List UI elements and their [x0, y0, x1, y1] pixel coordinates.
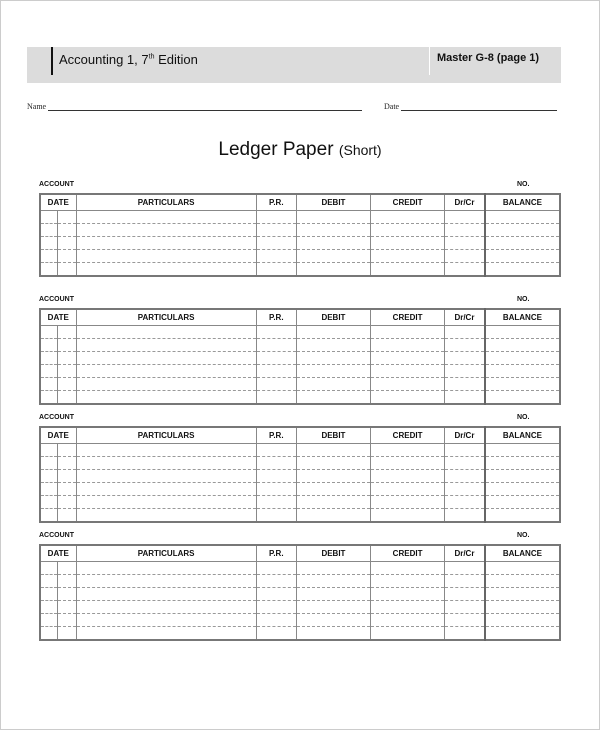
column-header: CREDIT	[371, 427, 445, 444]
table-cell[interactable]	[445, 444, 485, 457]
table-cell[interactable]	[371, 614, 445, 627]
column-header: BALANCE	[485, 309, 560, 326]
table-cell[interactable]	[296, 263, 370, 277]
table-row	[40, 378, 560, 391]
column-header: DATE	[40, 194, 76, 211]
table-cell[interactable]	[76, 470, 256, 483]
table-cell[interactable]	[40, 444, 58, 457]
table-cell[interactable]	[256, 614, 296, 627]
column-header: DEBIT	[296, 427, 370, 444]
column-header: BALANCE	[485, 545, 560, 562]
table-cell[interactable]	[485, 326, 560, 339]
table-cell[interactable]	[445, 263, 485, 277]
table-cell[interactable]	[76, 224, 256, 237]
table-cell[interactable]	[76, 457, 256, 470]
table-cell[interactable]	[445, 588, 485, 601]
table-cell[interactable]	[371, 326, 445, 339]
table-cell[interactable]	[445, 237, 485, 250]
table-cell[interactable]	[445, 391, 485, 405]
ledger-labels	[39, 296, 561, 308]
table-row	[40, 509, 560, 523]
divider	[429, 47, 430, 75]
table-cell[interactable]	[40, 483, 58, 496]
table-cell[interactable]	[296, 496, 370, 509]
table-cell[interactable]	[40, 237, 58, 250]
ledger-table-2	[39, 296, 561, 405]
table-row	[40, 250, 560, 263]
table-cell[interactable]	[40, 601, 58, 614]
table-cell[interactable]	[256, 457, 296, 470]
table-cell[interactable]	[40, 224, 58, 237]
table-cell[interactable]	[76, 339, 256, 352]
table-cell[interactable]	[40, 562, 58, 575]
table-cell[interactable]	[40, 496, 58, 509]
table-cell[interactable]	[40, 378, 58, 391]
table-cell[interactable]	[485, 457, 560, 470]
table-cell[interactable]	[485, 224, 560, 237]
table-cell[interactable]	[76, 352, 256, 365]
table-cell[interactable]	[256, 627, 296, 641]
table-cell[interactable]	[58, 352, 77, 365]
table-cell[interactable]	[256, 470, 296, 483]
master-label: Master G-8 (page 1)	[437, 52, 540, 64]
table-cell[interactable]	[485, 627, 560, 641]
table-cell[interactable]	[371, 470, 445, 483]
table-cell[interactable]	[371, 378, 445, 391]
table-cell[interactable]	[445, 509, 485, 523]
table-cell[interactable]	[76, 250, 256, 263]
column-header: Dr/Cr	[445, 427, 485, 444]
table-row	[40, 614, 560, 627]
table-cell[interactable]	[445, 496, 485, 509]
table-row	[40, 457, 560, 470]
table-cell[interactable]	[58, 237, 77, 250]
table-cell[interactable]	[76, 509, 256, 523]
table-cell[interactable]	[485, 211, 560, 224]
table-cell[interactable]	[40, 339, 58, 352]
header-row	[40, 427, 560, 444]
table-row	[40, 326, 560, 339]
column-header: Dr/Cr	[445, 309, 485, 326]
table-cell[interactable]	[76, 575, 256, 588]
table-cell[interactable]	[58, 250, 77, 263]
table-cell[interactable]	[296, 457, 370, 470]
column-header: P.R.	[256, 545, 296, 562]
course-title	[59, 52, 198, 67]
table-cell[interactable]	[485, 496, 560, 509]
table-cell[interactable]	[296, 391, 370, 405]
table-cell[interactable]	[445, 211, 485, 224]
table-cell[interactable]	[256, 483, 296, 496]
header-row	[40, 194, 560, 211]
table-cell[interactable]	[256, 588, 296, 601]
table-cell[interactable]	[76, 627, 256, 641]
no-label: NO.	[517, 532, 530, 539]
table-cell[interactable]	[296, 224, 370, 237]
table-cell[interactable]	[485, 378, 560, 391]
table-cell[interactable]	[256, 224, 296, 237]
table-row	[40, 224, 560, 237]
ledger-table-1	[39, 181, 561, 277]
table-cell[interactable]	[40, 352, 58, 365]
no-label: NO.	[517, 181, 530, 188]
table-cell[interactable]	[58, 365, 77, 378]
table-cell[interactable]	[371, 575, 445, 588]
table-cell[interactable]	[445, 250, 485, 263]
table-cell[interactable]	[40, 588, 58, 601]
table-cell[interactable]	[371, 211, 445, 224]
table-cell[interactable]	[445, 575, 485, 588]
date-label: Date	[384, 102, 400, 111]
table-cell[interactable]	[296, 250, 370, 263]
table-cell[interactable]	[256, 237, 296, 250]
table-cell[interactable]	[58, 444, 77, 457]
ledger-table-3	[39, 414, 561, 523]
table-cell[interactable]	[485, 509, 560, 523]
column-header: P.R.	[256, 427, 296, 444]
table-cell[interactable]	[40, 263, 58, 277]
table-cell[interactable]	[371, 562, 445, 575]
column-header: Dr/Cr	[445, 545, 485, 562]
table-cell[interactable]	[296, 352, 370, 365]
ledger-grid	[39, 308, 561, 405]
table-row	[40, 237, 560, 250]
table-cell[interactable]	[296, 339, 370, 352]
table-cell[interactable]	[40, 575, 58, 588]
table-row	[40, 562, 560, 575]
page-subtitle: (Short)	[338, 142, 382, 158]
table-cell[interactable]	[58, 601, 77, 614]
table-cell[interactable]	[58, 470, 77, 483]
table-cell[interactable]	[296, 483, 370, 496]
table-cell[interactable]	[76, 562, 256, 575]
table-cell[interactable]	[58, 263, 77, 277]
table-cell[interactable]	[256, 339, 296, 352]
table-cell[interactable]	[76, 326, 256, 339]
name-line[interactable]	[48, 103, 362, 111]
table-cell[interactable]	[256, 444, 296, 457]
table-cell[interactable]	[76, 237, 256, 250]
table-cell[interactable]	[485, 588, 560, 601]
ledger-grid	[39, 544, 561, 641]
ledger-labels	[39, 532, 561, 544]
header-banner	[27, 47, 561, 83]
table-cell[interactable]	[485, 365, 560, 378]
table-cell[interactable]	[296, 365, 370, 378]
table-cell[interactable]	[58, 509, 77, 523]
column-header: DATE	[40, 427, 76, 444]
table-cell[interactable]	[256, 601, 296, 614]
column-header: PARTICULARS	[76, 194, 256, 211]
table-cell[interactable]	[485, 601, 560, 614]
table-cell[interactable]	[58, 457, 77, 470]
table-row	[40, 588, 560, 601]
date-field[interactable]	[384, 102, 557, 111]
table-row	[40, 627, 560, 641]
account-label: ACCOUNT	[39, 296, 74, 303]
table-cell[interactable]	[58, 614, 77, 627]
table-cell[interactable]	[371, 496, 445, 509]
account-label: ACCOUNT	[39, 181, 74, 188]
table-cell[interactable]	[485, 614, 560, 627]
table-cell[interactable]	[40, 457, 58, 470]
column-header: CREDIT	[371, 545, 445, 562]
name-field[interactable]	[27, 102, 362, 111]
table-cell[interactable]	[256, 326, 296, 339]
table-cell[interactable]	[371, 588, 445, 601]
table-cell[interactable]	[485, 562, 560, 575]
table-cell[interactable]	[76, 614, 256, 627]
column-header: CREDIT	[371, 194, 445, 211]
table-cell[interactable]	[445, 365, 485, 378]
column-header: CREDIT	[371, 309, 445, 326]
table-cell[interactable]	[256, 575, 296, 588]
page-title-text: Ledger Paper	[218, 139, 334, 160]
account-label: ACCOUNT	[39, 414, 74, 421]
table-cell[interactable]	[296, 601, 370, 614]
column-header: Dr/Cr	[445, 194, 485, 211]
table-cell[interactable]	[58, 224, 77, 237]
table-row	[40, 444, 560, 457]
table-cell[interactable]	[256, 352, 296, 365]
table-row	[40, 601, 560, 614]
table-cell[interactable]	[485, 391, 560, 405]
table-row	[40, 483, 560, 496]
table-cell[interactable]	[256, 562, 296, 575]
table-cell[interactable]	[371, 339, 445, 352]
table-cell[interactable]	[256, 391, 296, 405]
column-header: DEBIT	[296, 545, 370, 562]
table-cell[interactable]	[256, 263, 296, 277]
divider	[51, 47, 53, 75]
title-sup: th	[148, 53, 155, 61]
table-cell[interactable]	[40, 509, 58, 523]
table-cell[interactable]	[58, 339, 77, 352]
table-cell[interactable]	[296, 562, 370, 575]
ledger-labels	[39, 414, 561, 426]
table-cell[interactable]	[485, 237, 560, 250]
table-cell[interactable]	[256, 211, 296, 224]
table-cell[interactable]	[296, 378, 370, 391]
ledger-labels	[39, 181, 561, 193]
table-cell[interactable]	[256, 365, 296, 378]
table-cell[interactable]	[76, 391, 256, 405]
column-header: P.R.	[256, 309, 296, 326]
table-cell[interactable]	[296, 575, 370, 588]
table-cell[interactable]	[371, 444, 445, 457]
column-header: PARTICULARS	[76, 309, 256, 326]
ledger-grid	[39, 426, 561, 523]
column-header: PARTICULARS	[76, 427, 256, 444]
table-cell[interactable]	[296, 470, 370, 483]
table-cell[interactable]	[371, 365, 445, 378]
table-cell[interactable]	[58, 575, 77, 588]
table-cell[interactable]	[76, 378, 256, 391]
table-cell[interactable]	[256, 496, 296, 509]
table-cell[interactable]	[485, 339, 560, 352]
table-cell[interactable]	[256, 509, 296, 523]
table-cell[interactable]	[296, 444, 370, 457]
column-header: DATE	[40, 309, 76, 326]
table-cell[interactable]	[76, 601, 256, 614]
table-cell[interactable]	[58, 378, 77, 391]
table-cell[interactable]	[485, 352, 560, 365]
table-cell[interactable]	[296, 614, 370, 627]
ledger-grid	[39, 193, 561, 277]
table-row	[40, 470, 560, 483]
name-label: Name	[27, 102, 47, 111]
table-cell[interactable]	[485, 263, 560, 277]
table-cell[interactable]	[296, 588, 370, 601]
table-cell[interactable]	[40, 391, 58, 405]
table-cell[interactable]	[445, 483, 485, 496]
table-cell[interactable]	[256, 378, 296, 391]
table-cell[interactable]	[485, 483, 560, 496]
table-cell[interactable]	[58, 588, 77, 601]
table-cell[interactable]	[296, 326, 370, 339]
column-header: PARTICULARS	[76, 545, 256, 562]
table-row	[40, 365, 560, 378]
table-cell[interactable]	[445, 224, 485, 237]
table-row	[40, 352, 560, 365]
title-text: Accounting 1, 7	[59, 52, 149, 67]
page-title	[1, 139, 599, 161]
table-cell[interactable]	[445, 378, 485, 391]
header-row	[40, 545, 560, 562]
no-label: NO.	[517, 296, 530, 303]
ledger-table-4	[39, 532, 561, 641]
table-cell[interactable]	[40, 326, 58, 339]
table-cell[interactable]	[296, 509, 370, 523]
table-cell[interactable]	[445, 339, 485, 352]
table-row	[40, 575, 560, 588]
table-cell[interactable]	[296, 211, 370, 224]
table-cell[interactable]	[485, 575, 560, 588]
column-header: DEBIT	[296, 309, 370, 326]
table-row	[40, 211, 560, 224]
table-cell[interactable]	[485, 250, 560, 263]
table-cell[interactable]	[76, 588, 256, 601]
table-cell[interactable]	[256, 250, 296, 263]
table-cell[interactable]	[485, 470, 560, 483]
title-suffix: Edition	[154, 52, 198, 67]
table-cell[interactable]	[371, 483, 445, 496]
table-row	[40, 391, 560, 405]
table-cell[interactable]	[371, 237, 445, 250]
table-cell[interactable]	[58, 483, 77, 496]
table-cell[interactable]	[76, 483, 256, 496]
column-header: P.R.	[256, 194, 296, 211]
header-row	[40, 309, 560, 326]
table-cell[interactable]	[445, 326, 485, 339]
table-cell[interactable]	[76, 444, 256, 457]
table-cell[interactable]	[371, 224, 445, 237]
table-cell[interactable]	[76, 263, 256, 277]
table-cell[interactable]	[371, 601, 445, 614]
table-cell[interactable]	[445, 627, 485, 641]
table-cell[interactable]	[58, 211, 77, 224]
table-cell[interactable]	[40, 470, 58, 483]
table-cell[interactable]	[40, 365, 58, 378]
column-header: BALANCE	[485, 194, 560, 211]
no-label: NO.	[517, 414, 530, 421]
table-cell[interactable]	[76, 365, 256, 378]
table-cell[interactable]	[445, 614, 485, 627]
table-cell[interactable]	[40, 250, 58, 263]
table-cell[interactable]	[58, 496, 77, 509]
table-cell[interactable]	[76, 496, 256, 509]
column-header: DATE	[40, 545, 76, 562]
table-cell[interactable]	[296, 237, 370, 250]
table-cell[interactable]	[371, 352, 445, 365]
table-cell[interactable]	[445, 352, 485, 365]
table-cell[interactable]	[371, 509, 445, 523]
column-header: DEBIT	[296, 194, 370, 211]
date-line[interactable]	[401, 103, 557, 111]
table-cell[interactable]	[296, 627, 370, 641]
column-header: BALANCE	[485, 427, 560, 444]
table-cell[interactable]	[58, 326, 77, 339]
table-cell[interactable]	[58, 562, 77, 575]
account-label: ACCOUNT	[39, 532, 74, 539]
table-cell[interactable]	[58, 391, 77, 405]
table-cell[interactable]	[40, 211, 58, 224]
table-cell[interactable]	[371, 391, 445, 405]
table-cell[interactable]	[58, 627, 77, 641]
table-cell[interactable]	[371, 627, 445, 641]
table-cell[interactable]	[371, 263, 445, 277]
table-cell[interactable]	[76, 211, 256, 224]
table-cell[interactable]	[445, 562, 485, 575]
table-cell[interactable]	[445, 601, 485, 614]
table-row	[40, 496, 560, 509]
table-row	[40, 339, 560, 352]
table-cell[interactable]	[485, 444, 560, 457]
table-row	[40, 263, 560, 277]
table-cell[interactable]	[40, 614, 58, 627]
table-cell[interactable]	[40, 627, 58, 641]
table-cell[interactable]	[371, 250, 445, 263]
table-cell[interactable]	[445, 470, 485, 483]
table-cell[interactable]	[371, 457, 445, 470]
table-cell[interactable]	[445, 457, 485, 470]
